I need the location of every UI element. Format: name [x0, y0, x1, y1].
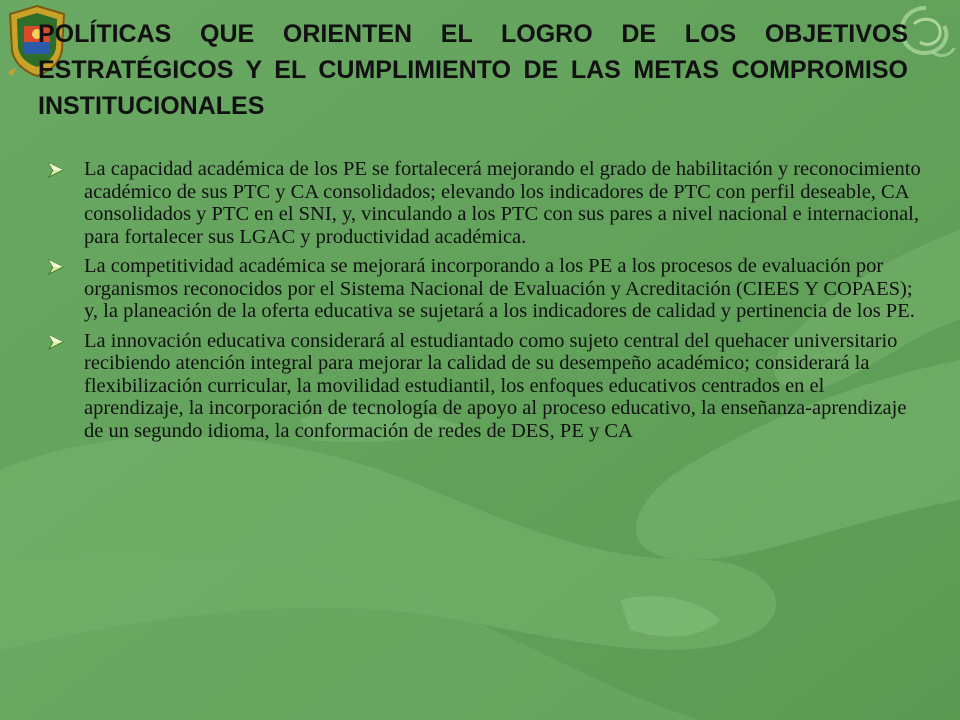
bullet-item-capacidad	[46, 158, 926, 248]
bullet-text: La innovación educativa considerará al estudiantado como sujeto central del quehacer universitario recibiendo atención integral para mejorar la calidad de su desempeño académico; considerará la flexibilización curricular, la movilidad estudiantil, los enfoques educativos centrados en el aprendizaje, la incorporación de tecnología de apoyo al proceso educativo, la enseñanza-aprendizaje de un segundo idioma, la conformación de redes de DES, PE y CA	[84, 329, 907, 442]
bullet-item-competitividad	[46, 255, 926, 323]
slide-title: POLÍTICAS QUE ORIENTEN EL LOGRO DE LOS OBJETIVOS ESTRATÉGICOS Y EL CUMPLIMIENTO DE LAS METAS COMPROMISO INSTITUCIONALES	[38, 20, 908, 120]
bullet-text: La competitividad académica se mejorará incorporando a los PE a los procesos de evaluación por organismos reconocidos por el Sistema Nacional de Evaluación y Acreditación (CIEES Y COPAES); y, la planeación de la oferta educativa se sujetará a los indicadores de calidad y pertinencia de los PE.	[84, 255, 915, 322]
arrowhead-bullet-icon	[48, 162, 64, 178]
arrowhead-bullet-icon	[48, 334, 64, 350]
bullet-text: La capacidad académica de los PE se fortalecerá mejorando el grado de habilitación y reconocimiento académico de sus PTC y CA consolidados; elevando los indicadores de PTC con perfil deseable, CA consolidados y PTC en el SNI, y, vinculando a los PTC con sus pares a nivel nacional e internacional, para fortalecer sus LGAC y productividad académica.	[84, 158, 921, 248]
bullet-item-innovacion	[46, 330, 926, 443]
bullet-list	[46, 158, 926, 449]
arrowhead-bullet-icon	[48, 259, 64, 275]
